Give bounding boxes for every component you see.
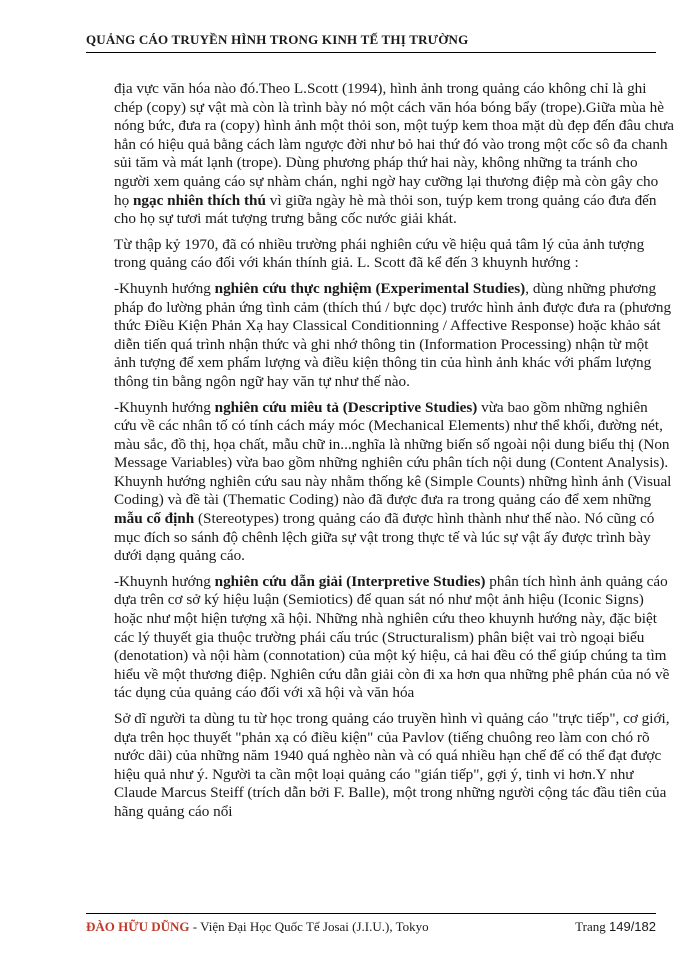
bold-term: ngạc nhiên thích thú bbox=[132, 191, 266, 209]
paragraph bbox=[114, 236, 674, 273]
header-title: QUẢNG CÁO TRUYỀN HÌNH TRONG KINH TẾ THỊ TRƯỜNG bbox=[86, 32, 469, 47]
paragraph bbox=[114, 280, 674, 392]
text-run: địa vực văn hóa nào đó.Theo L.Scott (1994), hình ảnh trong quảng cáo không chỉ là ghi chép (copy) sự vật mà còn là trình bày nó một cách văn hóa bóng bẩy (trope).Giữa mùa hè nóng bức, đưa ra (copy) hình ảnh một thỏi son, một tuýp kem thoa mặt dù đẹp đến đâu chưa hẳn có hiệu quả bằng cách làm ngược đời như bỏ hai thứ đó vào trong một cốc sô đa chanh sủi tăm và mát lạnh (trope). Dùng phương pháp thứ hai này, không những ta tránh cho người xem quảng cáo sự nhàm chán, nghi ngờ hay cưỡng lại thương điệp mà còn gây cho họ bbox=[114, 80, 674, 209]
text-run: -Khuynh hướng bbox=[114, 279, 215, 297]
text-run: phân tích hình ảnh quảng cáo dựa trên cơ sở ký hiệu luận (Semiotics) để quan sát nó như một ảnh hiệu (Iconic Signs) hoặc như một hiện tượng xã hội. Những nhà nghiên cứu theo khuynh hướng này, đặc biệt các lý thuyết gia thuộc trường phái cấu trúc (Structuralism) phân biệt vai trò ngoại biểu (denotation) và nội hàm (connotation) của một ký hiệu, cả hai đều có thể giúp chúng ta tìm hiểu về một thương điệp. Nghiên cứu dẫn giải còn đi xa hơn qua những phê phán của nó về tác dụng của quảng cáo đối với xã hội và văn hóa bbox=[114, 572, 670, 702]
paragraph bbox=[114, 80, 674, 229]
bold-term: nghiên cứu miêu tả (Descriptive Studies) bbox=[214, 398, 478, 416]
bold-term: nghiên cứu dẫn giải (Interpretive Studies) bbox=[214, 572, 486, 590]
page-footer bbox=[86, 919, 656, 935]
text-run: -Khuynh hướng bbox=[114, 398, 215, 416]
page-number bbox=[575, 919, 656, 935]
paragraph bbox=[114, 710, 674, 822]
bold-term: nghiên cứu thực nghiệm (Experimental Studies) bbox=[214, 279, 526, 297]
text-run: -Khuynh hướng bbox=[114, 572, 215, 590]
text-run: Sở dĩ người ta dùng tu từ học trong quảng cáo truyền hình vì quảng cáo "trực tiếp", cơ giới, dựa trên học thuyết "phản xạ có điều kiện" của Pavlov (tiếng chuông reo làm con chó rõ nước dãi) của những năm 1940 quá nghèo nàn và có quá nhiều hạn chế để có thể đạt được hiệu quả như ý. Người ta cần một loại quảng cáo "gián tiếp", gợi ý, tinh vi hơn.Y như Claude Marcus Steiff (trích dẫn bởi F. Balle), một trong những người cộng tác đầu tiên của hãng quảng cáo nổi bbox=[114, 710, 670, 820]
page-header bbox=[86, 32, 656, 53]
document-body bbox=[114, 80, 674, 829]
page-label: Trang bbox=[575, 919, 609, 934]
page-value: 149/182 bbox=[609, 919, 656, 934]
footer-credit bbox=[86, 919, 429, 935]
footer-divider bbox=[86, 913, 656, 914]
author-name: ĐÀO HỮU DŨNG bbox=[86, 919, 190, 934]
author-affiliation: - Viện Đại Học Quốc Tế Josai (J.I.U.), Tokyo bbox=[189, 919, 429, 934]
text-run: , dùng những phương pháp đo lường phản ứng tình cảm (thích thú / bực dọc) trước hình ảnh được đưa ra (phương thức Điều Kiện Phản Xạ hay Classical Conditionning / Affective Response) hoặc khảo sát diễn tiến quá trình nhận thức và ghi nhớ thông tin (Information Processing) nhận từ một ảnh tượng để xem phẩm lượng và điều kiện thông tin của hình ảnh khác với phẩm lượng thông tin bằng ngôn ngữ hay văn tự như thế nào. bbox=[114, 279, 672, 390]
text-run: Từ thập kỷ 1970, đã có nhiều trường phái nghiên cứu về hiệu quả tâm lý của ảnh tượng trong quảng cáo đối với khán thính giả. L. Scott đã kể đến 3 khuynh hướng : bbox=[114, 235, 645, 272]
text-run: vì giữa ngày hè mà thỏi son, tuýp kem trong quảng cáo đưa đến cho họ sự tươi mát tượng trưng bằng cốc nước giải khát. bbox=[114, 191, 657, 228]
text-run: vừa bao gồm những nghiên cứu về các nhân tố có tính cách máy móc (Mechanical Elements) như thể khối, đường nét, màu sắc, đồ thị, họa chất, mẫu chữ in...nghĩa là những biến số ngoài nội dung biểu thị (Non Message Variables) vừa bao gồm những nghiên cứu phân tích nội dung (Content Analysis). Khuynh hướng nghiên cứu sau này nhằm thống kê (Simple Counts) những hình ảnh (Visual Coding) và đề tài (Thematic Coding) nào đã được đưa ra trong quảng cáo để xem những bbox=[114, 398, 672, 509]
bold-term: mẫu cố định bbox=[114, 510, 195, 528]
paragraph bbox=[114, 573, 674, 703]
text-run: (Stereotypes) trong quảng cáo đã được hình thành như thế nào. Nó cũng có mục đích so sánh độ chênh lệch giữa sự vật trong thực tế và lúc sự vật ấy được trình bày dưới dạng quảng cáo. bbox=[114, 510, 655, 565]
paragraph bbox=[114, 399, 674, 566]
